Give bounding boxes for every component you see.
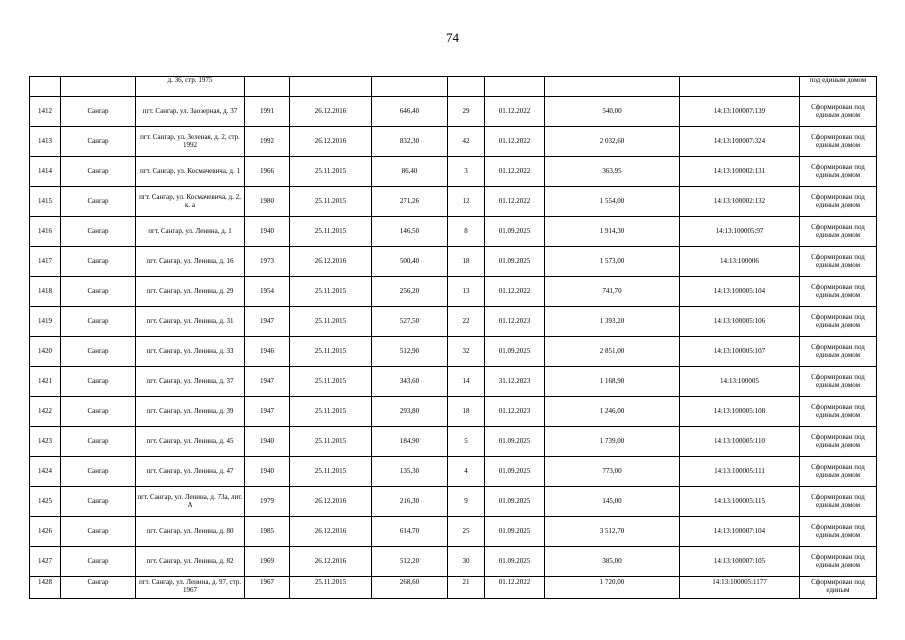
cell-year: 1947: [245, 307, 290, 337]
cell-cadastral: 14:13:100005:110: [680, 427, 800, 457]
cell-area: 216,30: [372, 487, 448, 517]
cell-num: 1419: [30, 307, 61, 337]
cell-locality: Сангар: [61, 337, 136, 367]
cell-area: 343,60: [372, 367, 448, 397]
cell-cost: 1 554,00: [545, 187, 680, 217]
cell-num: [30, 77, 61, 97]
cell-year: 1940: [245, 427, 290, 457]
cell-year: 1980: [245, 187, 290, 217]
table-row: [30, 217, 877, 247]
cell-area: 500,40: [372, 247, 448, 277]
cell-year: 1946: [245, 337, 290, 367]
cell-year: 1966: [245, 157, 290, 187]
table-row: [30, 427, 877, 457]
cell-locality: [61, 77, 136, 97]
table-row: [30, 97, 877, 127]
cell-address: пгт. Сангар, ул. Ленина, д. 31: [136, 307, 245, 337]
table-row: [30, 187, 877, 217]
page-number: 74: [446, 30, 459, 45]
cell-year: 1940: [245, 457, 290, 487]
cell-deadline: 01.09.2025: [485, 337, 545, 367]
cell-residents: 8: [448, 217, 485, 247]
cell-locality: Сангар: [61, 307, 136, 337]
cell-address: пгт. Сангар, ул. Ленина, д. 29: [136, 277, 245, 307]
cell-deadline: 01.12.2022: [485, 97, 545, 127]
cell-area: 614,70: [372, 517, 448, 547]
cell-status: Сформирован под единым домом: [800, 97, 877, 127]
table-row: [30, 307, 877, 337]
cell-date: 26.12.2016: [290, 517, 372, 547]
cell-deadline: 01.12.2022: [485, 187, 545, 217]
cell-cost: 145,00: [545, 487, 680, 517]
table-row: [30, 277, 877, 307]
cell-date: 25.11.2015: [290, 427, 372, 457]
cell-cost: 773,00: [545, 457, 680, 487]
cell-residents: 25: [448, 517, 485, 547]
cell-residents: 9: [448, 487, 485, 517]
cell-cadastral: 14:13:100005:108: [680, 397, 800, 427]
cell-year: 1991: [245, 97, 290, 127]
cell-num: 1427: [30, 547, 61, 577]
cell-locality: Сангар: [61, 97, 136, 127]
cell-area: 256,20: [372, 277, 448, 307]
cell-residents: 29: [448, 97, 485, 127]
cell-date: 26.12.2016: [290, 487, 372, 517]
cell-year: 1940: [245, 217, 290, 247]
cell-residents: 3: [448, 157, 485, 187]
cell-residents: [448, 77, 485, 97]
cell-cadastral: 14:13:100005:111: [680, 457, 800, 487]
cell-cost: 1 739,00: [545, 427, 680, 457]
cell-status: Сформирован под единым домом: [800, 307, 877, 337]
cell-area: 527,50: [372, 307, 448, 337]
cell-locality: Сангар: [61, 517, 136, 547]
cell-status: Сформирован под единым домом: [800, 187, 877, 217]
cell-cadastral: 14:13:100005:104: [680, 277, 800, 307]
cell-cadastral: 14:13:100007:139: [680, 97, 800, 127]
cell-cost: 363,95: [545, 157, 680, 187]
cell-year: [245, 77, 290, 97]
cell-address: пгт. Сангар, ул. Ленина, д. 45: [136, 427, 245, 457]
cell-num: 1417: [30, 247, 61, 277]
cell-address: пгт. Сангар, ул. Ленина, д. 37: [136, 367, 245, 397]
cell-cadastral: 14:13:100005:115: [680, 487, 800, 517]
cell-locality: Сангар: [61, 127, 136, 157]
table-row: [30, 487, 877, 517]
cell-status: Сформирован под единым: [800, 577, 877, 599]
cell-area: 146,50: [372, 217, 448, 247]
cell-num: 1425: [30, 487, 61, 517]
cell-status: Сформирован под единым домом: [800, 247, 877, 277]
cell-locality: Сангар: [61, 217, 136, 247]
cell-locality: Сангар: [61, 397, 136, 427]
cell-date: 25.11.2015: [290, 577, 372, 599]
table-row: [30, 127, 877, 157]
table-row-continued: [30, 77, 877, 97]
cell-num: 1418: [30, 277, 61, 307]
cell-deadline: 01.12.2023: [485, 307, 545, 337]
housing-registry-table: [29, 76, 877, 599]
cell-deadline: 01.09.2025: [485, 517, 545, 547]
cell-locality: Сангар: [61, 277, 136, 307]
cell-date: 25.11.2015: [290, 397, 372, 427]
cell-cadastral: 14:13:100005:97: [680, 217, 800, 247]
cell-address: пгт. Сангар, ул. Космачевича, д. 2, к. а: [136, 187, 245, 217]
cell-year: 1947: [245, 367, 290, 397]
table-body: [30, 77, 877, 599]
cell-status: Сформирован под единым домом: [800, 397, 877, 427]
cell-date: 25.11.2015: [290, 457, 372, 487]
cell-residents: 5: [448, 427, 485, 457]
table-row: [30, 397, 877, 427]
cell-date: 25.11.2015: [290, 217, 372, 247]
cell-area: 646,40: [372, 97, 448, 127]
cell-locality: Сангар: [61, 427, 136, 457]
cell-deadline: 01.09.2025: [485, 457, 545, 487]
cell-locality: Сангар: [61, 247, 136, 277]
table-row: [30, 517, 877, 547]
cell-cost: [545, 77, 680, 97]
cell-residents: 42: [448, 127, 485, 157]
table-row: [30, 457, 877, 487]
cell-address: пгт. Сангар, ул. Ленина, д. 1: [136, 217, 245, 247]
cell-date: 25.11.2015: [290, 187, 372, 217]
table-row: [30, 247, 877, 277]
cell-status: Сформирован под единым домом: [800, 127, 877, 157]
cell-status: под единым домом: [800, 77, 877, 97]
cell-deadline: 01.09.2025: [485, 427, 545, 457]
cell-address: пгт. Сангар, ул. Ленина, д. 47: [136, 457, 245, 487]
cell-year: 1979: [245, 487, 290, 517]
cell-cadastral: 14:13:100005:107: [680, 337, 800, 367]
cell-status: Сформирован под единым домом: [800, 487, 877, 517]
cell-locality: Сангар: [61, 487, 136, 517]
cell-year: 1985: [245, 517, 290, 547]
cell-status: Сформирован под единым домом: [800, 547, 877, 577]
cell-deadline: 01.12.2022: [485, 277, 545, 307]
cell-residents: 18: [448, 247, 485, 277]
cell-cadastral: 14:13:100005:1177: [680, 577, 800, 599]
cell-cost: 1 914,30: [545, 217, 680, 247]
cell-address: д. 36, стр. 1975: [136, 77, 245, 97]
table-row: [30, 577, 877, 599]
cell-num: 1420: [30, 337, 61, 367]
cell-num: 1412: [30, 97, 61, 127]
cell-cost: 1 246,00: [545, 397, 680, 427]
cell-num: 1426: [30, 517, 61, 547]
cell-date: 26.12.2016: [290, 97, 372, 127]
cell-deadline: 31.12.2023: [485, 367, 545, 397]
cell-status: Сформирован под единым домом: [800, 217, 877, 247]
cell-date: 26.12.2016: [290, 127, 372, 157]
cell-cost: 2 851,00: [545, 337, 680, 367]
cell-cadastral: 14:13:100002:132: [680, 187, 800, 217]
cell-area: 135,30: [372, 457, 448, 487]
cell-num: 1428: [30, 577, 61, 599]
table-row: [30, 367, 877, 397]
cell-deadline: 01.09.2025: [485, 247, 545, 277]
cell-num: 1413: [30, 127, 61, 157]
cell-address: пгт. Сангар, ул. Ленина, д. 73а, лит. А: [136, 487, 245, 517]
cell-residents: 18: [448, 397, 485, 427]
cell-address: пгт. Сангар, ул. Ленина, д. 97, стр. 1967: [136, 577, 245, 599]
cell-date: 25.11.2015: [290, 157, 372, 187]
cell-year: 1954: [245, 277, 290, 307]
cell-area: 271,26: [372, 187, 448, 217]
cell-date: 25.11.2015: [290, 307, 372, 337]
cell-deadline: 01.12.2022: [485, 577, 545, 599]
cell-date: 26.12.2016: [290, 547, 372, 577]
cell-cost: 385,00: [545, 547, 680, 577]
cell-year: 1967: [245, 577, 290, 599]
cell-year: 1992: [245, 127, 290, 157]
cell-area: 832,30: [372, 127, 448, 157]
cell-cost: 3 512,70: [545, 517, 680, 547]
cell-cost: 741,70: [545, 277, 680, 307]
cell-num: 1416: [30, 217, 61, 247]
cell-cost: 1 573,00: [545, 247, 680, 277]
cell-area: 512,90: [372, 337, 448, 367]
cell-deadline: 01.09.2025: [485, 547, 545, 577]
cell-cadastral: 14:13:100005: [680, 367, 800, 397]
cell-num: 1423: [30, 427, 61, 457]
cell-num: 1414: [30, 157, 61, 187]
cell-deadline: 01.12.2022: [485, 127, 545, 157]
cell-num: 1424: [30, 457, 61, 487]
cell-status: Сформирован под единым домом: [800, 457, 877, 487]
cell-date: [290, 77, 372, 97]
cell-residents: 32: [448, 337, 485, 367]
cell-cadastral: [680, 77, 800, 97]
cell-num: 1415: [30, 187, 61, 217]
cell-address: пгт. Сангар, ул. Ленина, д. 16: [136, 247, 245, 277]
cell-deadline: 01.09.2025: [485, 217, 545, 247]
cell-cadastral: 14:13:100005:106: [680, 307, 800, 337]
cell-locality: Сангар: [61, 157, 136, 187]
cell-year: 1973: [245, 247, 290, 277]
cell-area: 512,20: [372, 547, 448, 577]
cell-address: пгт. Сангар, ул. Ленина, д. 80: [136, 517, 245, 547]
cell-locality: Сангар: [61, 547, 136, 577]
cell-residents: 22: [448, 307, 485, 337]
cell-deadline: [485, 77, 545, 97]
cell-status: Сформирован под единым домом: [800, 367, 877, 397]
cell-residents: 30: [448, 547, 485, 577]
cell-address: пгт. Сангар, ул. Ленина, д. 33: [136, 337, 245, 367]
cell-date: 25.11.2015: [290, 337, 372, 367]
cell-cadastral: 14:13:100007:324: [680, 127, 800, 157]
cell-locality: Сангар: [61, 577, 136, 599]
cell-residents: 13: [448, 277, 485, 307]
cell-locality: Сангар: [61, 457, 136, 487]
cell-status: Сформирован под единым домом: [800, 427, 877, 457]
cell-cadastral: 14:13:100007:104: [680, 517, 800, 547]
cell-area: 184,90: [372, 427, 448, 457]
table-row: [30, 337, 877, 367]
cell-status: Сформирован под единым домом: [800, 157, 877, 187]
cell-year: 1969: [245, 547, 290, 577]
cell-area: 293,80: [372, 397, 448, 427]
cell-num: 1421: [30, 367, 61, 397]
cell-deadline: 01.12.2022: [485, 157, 545, 187]
cell-deadline: 01.12.2023: [485, 397, 545, 427]
cell-cadastral: 14:13:100006: [680, 247, 800, 277]
cell-num: 1422: [30, 397, 61, 427]
cell-residents: 4: [448, 457, 485, 487]
cell-residents: 12: [448, 187, 485, 217]
cell-residents: 21: [448, 577, 485, 599]
cell-cadastral: 14:13:100002:131: [680, 157, 800, 187]
cell-cost: 1 168,90: [545, 367, 680, 397]
cell-date: 26.12.2016: [290, 247, 372, 277]
cell-year: 1947: [245, 397, 290, 427]
cell-address: пгт. Сангар, ул. Заозерная, д. 37: [136, 97, 245, 127]
table-row: [30, 547, 877, 577]
cell-area: 86,40: [372, 157, 448, 187]
cell-area: 268,60: [372, 577, 448, 599]
cell-cadastral: 14:13:100007:105: [680, 547, 800, 577]
cell-status: Сформирован под единым домом: [800, 337, 877, 367]
cell-area: [372, 77, 448, 97]
cell-cost: 2 032,60: [545, 127, 680, 157]
cell-date: 25.11.2015: [290, 277, 372, 307]
cell-cost: 1 720,00: [545, 577, 680, 599]
cell-cost: 1 393,20: [545, 307, 680, 337]
cell-address: пгт. Сангар, ул. Ленина, д. 39: [136, 397, 245, 427]
cell-address: пгт. Сангар, ул. Космачевича, д. 1: [136, 157, 245, 187]
cell-address: пгт. Сангар, ул. Ленина, д. 82: [136, 547, 245, 577]
cell-address: пгт. Сангар, ул. Зеленая, д. 2, стр. 1992: [136, 127, 245, 157]
cell-cost: 540,00: [545, 97, 680, 127]
cell-locality: Сангар: [61, 367, 136, 397]
cell-date: 25.11.2015: [290, 367, 372, 397]
cell-locality: Сангар: [61, 187, 136, 217]
table-row: [30, 157, 877, 187]
cell-residents: 14: [448, 367, 485, 397]
cell-deadline: 01.09.2025: [485, 487, 545, 517]
cell-status: Сформирован под единым домом: [800, 517, 877, 547]
cell-status: Сформирован под единым домом: [800, 277, 877, 307]
